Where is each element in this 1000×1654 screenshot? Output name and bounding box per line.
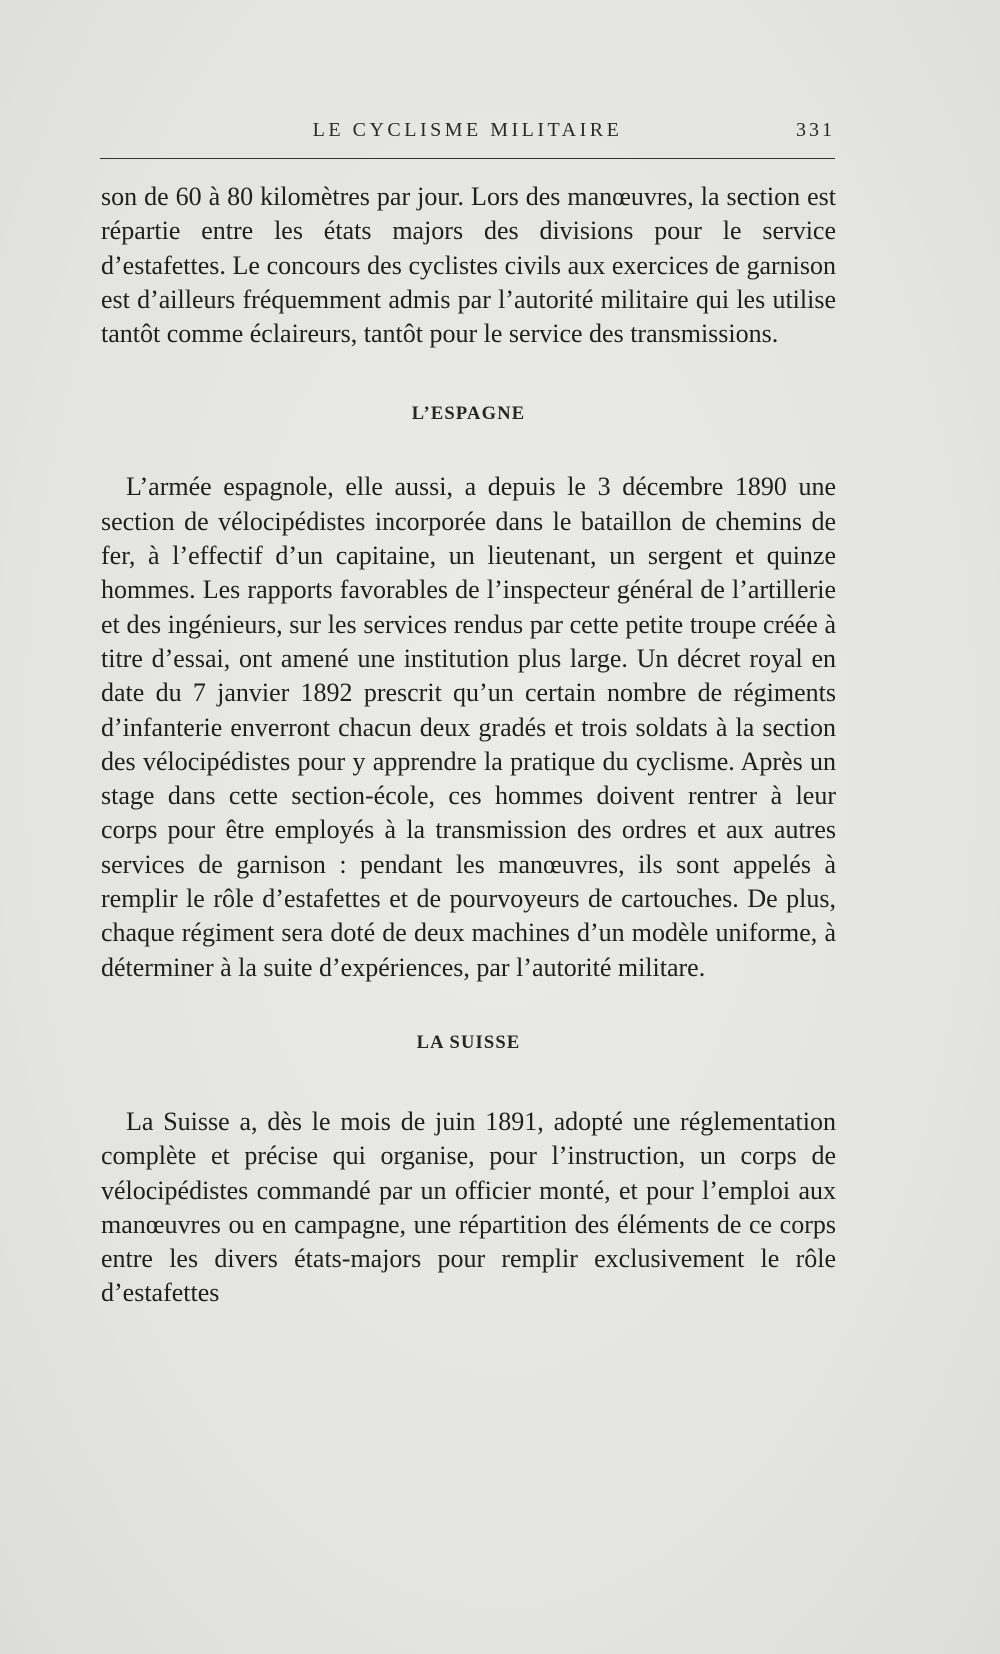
section-heading-espagne: L’ESPAGNE: [411, 404, 526, 425]
page-number: 331: [796, 119, 835, 141]
body-text: [101, 180, 836, 1311]
section-heading-suisse: LA SUISSE: [416, 1032, 521, 1053]
running-title: LE CYCLISME MILITAIRE: [312, 119, 623, 141]
paragraph-intro: son de 60 à 80 kilomètres par jour. Lors des manœuvres, la section est répartie entre les états majors des divisions pour le service d’estafettes. Le concours des cyclistes civils aux exercices de garnison est d’ailleurs fréquemment admis par l’autorité militaire qui les utilise tantôt comme éclaireurs, tantôt pour le service des transmissions.: [101, 182, 836, 349]
page-header: [100, 113, 835, 153]
paragraph-espagne: L’armée espagnole, elle aussi, a depuis le 3 décembre 1890 une section de vélocipédistes incorporée dans le bataillon de chemins de fer, à l’effectif d’un capitaine, un lieutenant, un sergent et quinze hommes. Les rapports favorables de l’inspecteur général de l’artillerie et des ingénieurs, sur les services rendus par cette petite troupe créée à titre d’essai, ont amené une institution plus large. Un décret royal en date du 7 janvier 1892 prescrit qu’un certain nombre de régiments d’infanterie enverront chacun deux gradés et trois soldats à la section des vélocipédistes pour y apprendre la pratique du cyclisme. Après un stage dans cette section-école, ces hommes doivent rentrer à leur corps pour être employés à la transmission des ordres et aux autres services de garnison : pendant les manœuvres, ils sont appelés à remplir le rôle d’estafettes et de pourvoyeurs de cartouches. De plus, chaque régiment sera doté de deux machines d’un modèle uniforme, à déterminer à la suite d’expériences, par l’autorité militare.: [101, 472, 836, 982]
header-rule: [100, 158, 835, 159]
paragraph-suisse: La Suisse a, dès le mois de juin 1891, adopté une réglementation complète et précise qui organise, pour l’instruction, un corps de vélocipédistes commandé par un officier monté, et pour l’emploi aux manœuvres ou en campagne, une répartition des éléments de ce corps entre les divers états-majors pour remplir exclusivement le rôle d’estafettes: [101, 1106, 836, 1308]
